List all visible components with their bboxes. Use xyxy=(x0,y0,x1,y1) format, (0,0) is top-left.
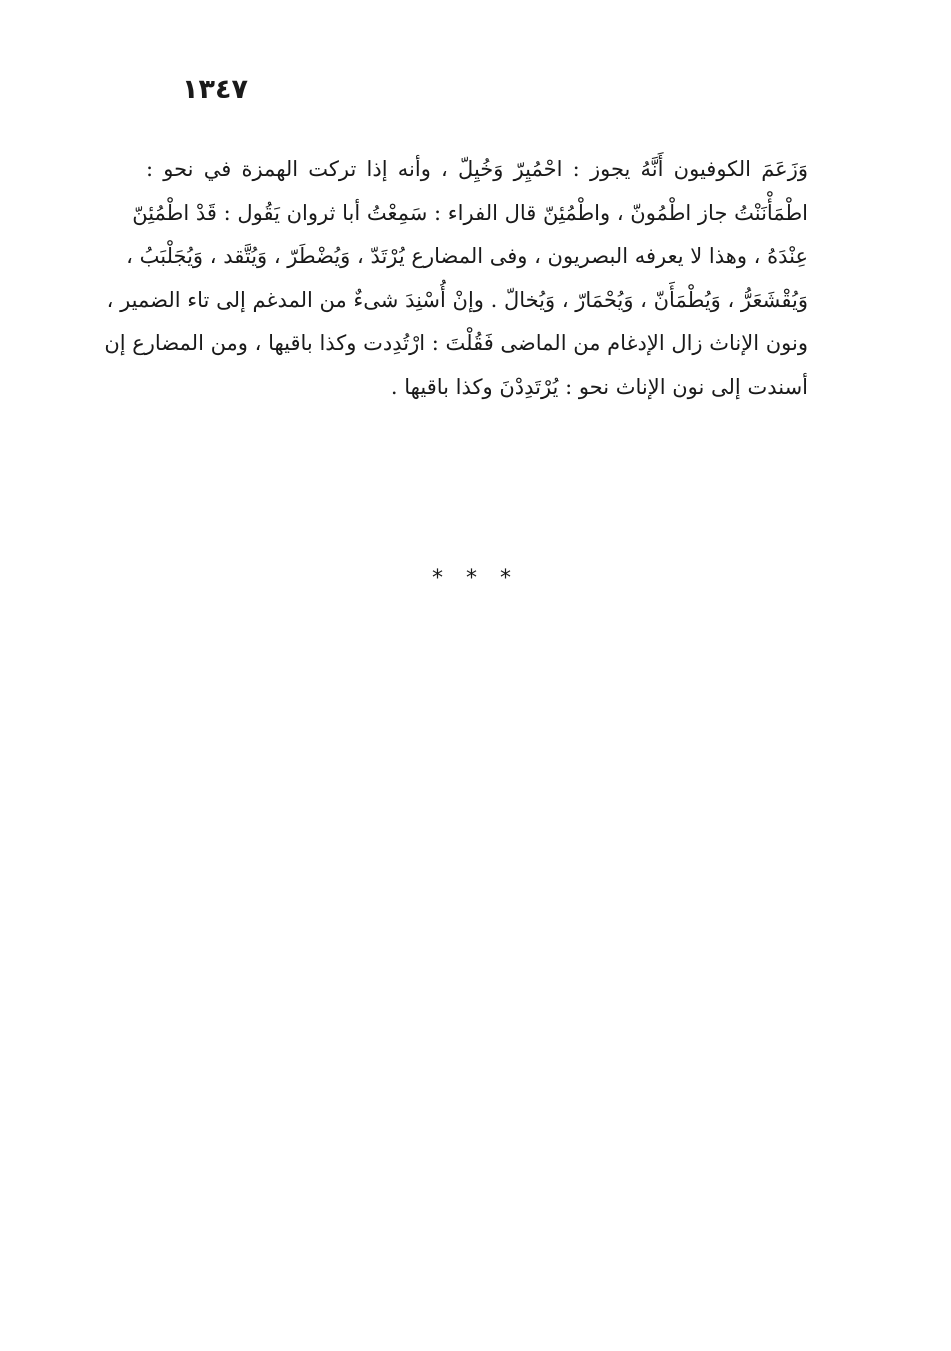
paragraph-line-5: ونون الإناث زال الإدغام من الماضى فَقُلْتَ : ارْتُدِدت وكذا باقيها ، ومن المضارع إن xyxy=(104,331,808,355)
paragraph-line-4: وَيُقْشَعَرُّ ، وَيُطْمَأَنّ ، وَيُحْمَارّ ، وَيُخالّ . وإنْ أُسْنِدَ شىءٌ من المدغم إلى تاء الضمير ، xyxy=(106,287,808,312)
paragraph-line-3: عِنْدَهُ ، وهذا لا يعرفه البصريون ، وفى المضارع يُرْتَدّ ، وَيُضْطَرّ ، وَيُتَّقد ، وَيُجَلْبَبُ ، xyxy=(126,244,808,268)
body-paragraph xyxy=(104,148,808,409)
paragraph-line-6: أسندت إلى نون الإناث نحو : يُرْتَدِدْنَ وكذا باقيها . xyxy=(390,374,808,399)
paragraph-line-2: اطْمَأْنَنْتُ جاز اطْمُونّ ، واطْمُئِنّ قال الفراء : سَمِعْتُ أبا ثروان يَقُول : قَدْ اطْمُئِنّ xyxy=(132,200,808,225)
page-number: ١٣٤٧ xyxy=(182,74,248,105)
paragraph-line-1: وَزَعَمَ الكوفيون أَنَّهُ يجوز : احْمُيِرّ وَخُيِلّ ، وأنه إذا تركت الهمزة في نحو : xyxy=(146,157,808,181)
section-divider: * * * xyxy=(432,566,519,591)
